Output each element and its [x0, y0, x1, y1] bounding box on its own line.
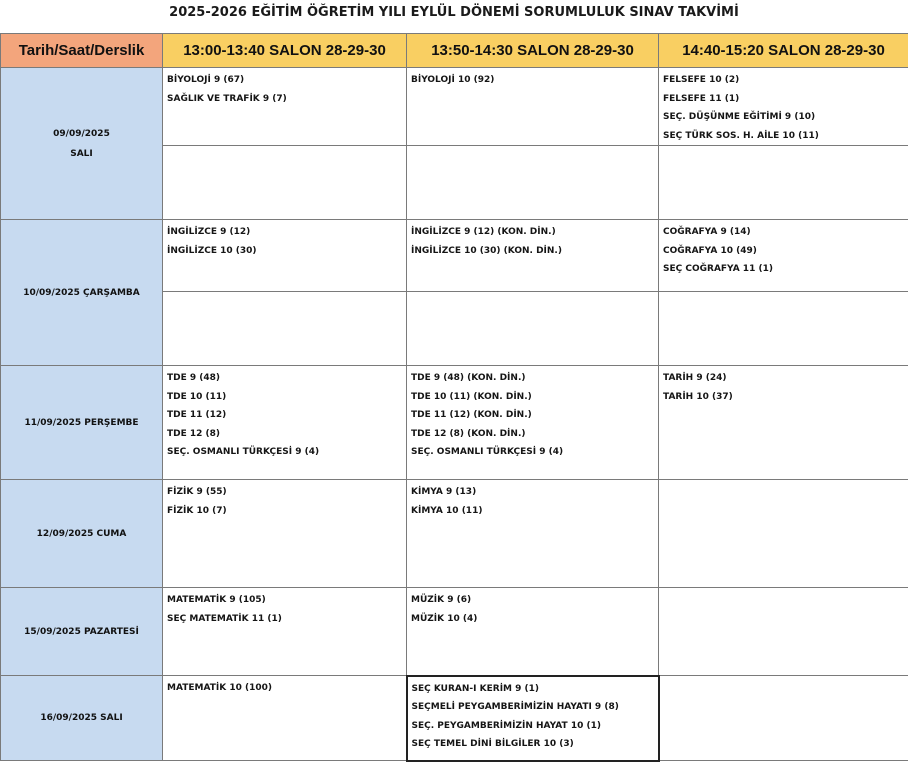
exam-entry: TDE 12 (8) — [167, 428, 221, 439]
header-row — [1, 34, 908, 68]
exam-entry: COĞRAFYA 9 (14) — [663, 227, 751, 237]
exam-entry: TARİH 10 (37) — [663, 391, 733, 402]
date-label: 09/09/2025 — [53, 128, 110, 139]
exam-entry: TDE 10 (11) (KON. DİN.) — [411, 391, 532, 402]
session-cell — [163, 676, 407, 761]
session-cell — [407, 588, 659, 676]
exam-entry: TDE 9 (48) (KON. DİN.) — [411, 373, 526, 383]
header-slot-3: 14:40-15:20 SALON 28-29-30 — [659, 34, 908, 68]
exam-entry: KİMYA 9 (13) — [411, 487, 477, 497]
exam-entry: MATEMATİK 9 (105) — [167, 595, 266, 605]
day-row — [1, 480, 908, 588]
exam-entry: BİYOLOJİ 9 (67) — [167, 75, 245, 85]
session-cell — [407, 480, 659, 588]
date-cell — [1, 676, 163, 761]
exam-entry: SEÇ. DÜŞÜNME EĞİTİMİ 9 (10) — [663, 112, 816, 122]
session-cell — [659, 220, 908, 292]
exam-entry: TARİH 9 (24) — [663, 373, 727, 383]
exam-entry: SEÇ KURAN-I KERİM 9 (1) — [411, 683, 540, 694]
exam-entry: MATEMATİK 10 (100) — [167, 683, 272, 693]
date-cell — [1, 68, 163, 220]
exam-entry: KİMYA 10 (11) — [411, 505, 483, 516]
exam-entry: FELSEFE 11 (1) — [663, 93, 740, 104]
exam-entry: TDE 9 (48) — [167, 373, 221, 383]
day-row — [1, 588, 908, 676]
session-cell — [659, 366, 908, 480]
exam-entry: TDE 10 (11) — [167, 391, 227, 402]
date-label: SALI — [70, 148, 93, 159]
page-title: 2025-2026 EĞİTİM ÖĞRETİM YILI EYLÜL DÖNEMİ SORUMLULUK SINAV TAKVİMİ — [169, 5, 739, 20]
exam-entry: COĞRAFYA 10 (49) — [663, 245, 757, 256]
date-label: 12/09/2025 CUMA — [36, 528, 127, 539]
exam-entry: SAĞLIK VE TRAFİK 9 (7) — [167, 93, 287, 104]
session-cell — [163, 366, 407, 480]
exam-entry: İNGİLİZCE 9 (12) (KON. DİN.) — [411, 227, 556, 237]
date-label: 10/09/2025 ÇARŞAMBA — [23, 287, 140, 298]
exam-entry: FİZİK 10 (7) — [167, 505, 227, 516]
exam-entry: SEÇ TÜRK SOS. H. AİLE 10 (11) — [663, 130, 819, 141]
exam-entry: TDE 12 (8) (KON. DİN.) — [411, 428, 526, 439]
exam-entry: MÜZİK 9 (6) — [411, 595, 472, 605]
exam-entry: FİZİK 9 (55) — [167, 487, 227, 497]
exam-schedule-table — [0, 33, 908, 762]
day-row — [1, 366, 908, 480]
exam-entry: SEÇ. OSMANLI TÜRKÇESİ 9 (4) — [411, 447, 564, 457]
exam-entry: TDE 11 (12) — [167, 410, 227, 420]
exam-entry: SEÇ. PEYGAMBERİMİZİN HAYAT 10 (1) — [411, 720, 601, 731]
session-cell — [163, 68, 407, 146]
date-cell — [1, 480, 163, 588]
session-cell — [407, 68, 659, 146]
session-cell — [407, 220, 659, 292]
date-cell — [1, 588, 163, 676]
session-cell — [163, 480, 407, 588]
header-corner: Tarih/Saat/Derslik — [1, 34, 163, 68]
empty-cell — [163, 292, 407, 366]
session-cell — [659, 480, 908, 588]
date-cell — [1, 366, 163, 480]
empty-cell — [407, 146, 659, 220]
header-slot-2: 13:50-14:30 SALON 28-29-30 — [407, 34, 659, 68]
exam-entry: FELSEFE 10 (2) — [663, 75, 740, 85]
exam-entry: SEÇ. OSMANLI TÜRKÇESİ 9 (4) — [167, 447, 320, 457]
exam-entry: İNGİLİZCE 10 (30) — [167, 245, 257, 256]
session-cell — [659, 68, 908, 146]
exam-entry: İNGİLİZCE 10 (30) (KON. DİN.) — [411, 245, 562, 256]
exam-entry: TDE 11 (12) (KON. DİN.) — [411, 410, 532, 420]
date-label: 16/09/2025 SALI — [40, 713, 123, 723]
date-label: 11/09/2025 PERŞEMBE — [24, 417, 139, 428]
session-cell — [407, 676, 659, 761]
exam-entry: SEÇ COĞRAFYA 11 (1) — [663, 264, 773, 274]
date-label: 15/09/2025 PAZARTESİ — [24, 626, 139, 637]
empty-cell — [659, 292, 908, 366]
session-cell — [659, 588, 908, 676]
empty-cell — [163, 146, 407, 220]
day-row — [1, 220, 908, 292]
exam-entry: İNGİLİZCE 9 (12) — [167, 227, 251, 237]
exam-entry: SEÇMELİ PEYGAMBERİMİZİN HAYATI 9 (8) — [411, 702, 619, 712]
day-row — [1, 68, 908, 146]
exam-entry: BİYOLOJİ 10 (92) — [411, 75, 495, 85]
session-cell — [407, 366, 659, 480]
day-row — [1, 676, 908, 761]
exam-entry: SEÇ MATEMATİK 11 (1) — [167, 613, 282, 624]
exam-entry: SEÇ TEMEL DİNİ BİLGİLER 10 (3) — [411, 739, 574, 749]
header-slot-1: 13:00-13:40 SALON 28-29-30 — [163, 34, 407, 68]
session-cell — [163, 220, 407, 292]
session-cell — [163, 588, 407, 676]
schedule-body — [1, 68, 908, 761]
session-cell — [659, 676, 908, 761]
exam-entry: MÜZİK 10 (4) — [411, 613, 478, 624]
date-cell — [1, 220, 163, 366]
empty-cell — [407, 292, 659, 366]
empty-cell — [659, 146, 908, 220]
